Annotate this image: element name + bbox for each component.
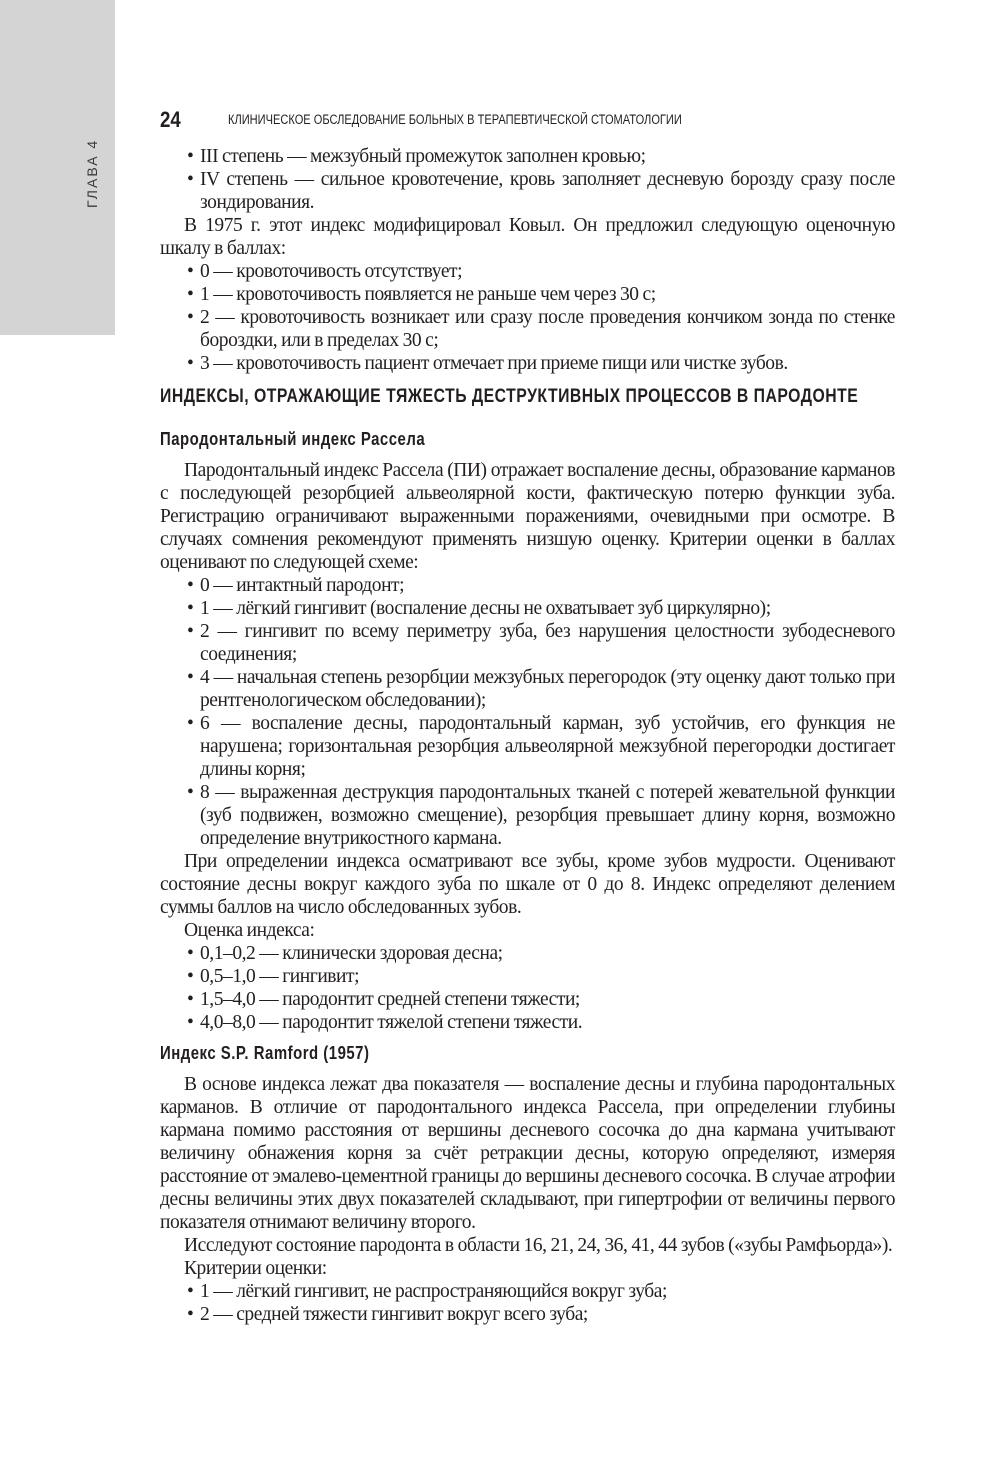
page-body (160, 145, 895, 1326)
list-item: • 1 — лёгкий гингивит, не распространяющийся вокруг зуба; (200, 1280, 895, 1303)
list-item: • IV степень — сильное кровотечение, кровь заполняет десневую борозду сразу после зондирования. (200, 168, 895, 214)
running-head (160, 107, 900, 133)
list-item: • 0 — кровоточивость отсутствует; (200, 260, 895, 283)
criteria-label: Критерии оценки: (184, 1258, 327, 1279)
ramford-heading: Индекс S.P. Ramford (1957) (160, 1043, 370, 1063)
kovyl-paragraph: В 1975 г. этот индекс модифицировал Ковыл. Он предложил следующую оценочную шкалу в баллах: (160, 215, 895, 259)
list-item: • 2 — средней тяжести гингивит вокруг всего зуба; (200, 1303, 895, 1326)
section-heading: ИНДЕКСЫ, ОТРАЖАЮЩИЕ ТЯЖЕСТЬ ДЕСТРУКТИВНЫХ ПРОЦЕССОВ В ПАРОДОНТЕ (160, 386, 859, 407)
list-item: • 2 — гингивит по всему периметру зуба, без нарушения целостности зубодесневого соединения; (200, 620, 895, 666)
list-item: • III степень — межзубный промежуток заполнен кровью; (200, 145, 895, 168)
list-item: • 2 — кровоточивость возникает или сразу после проведения кончиком зонда по стенке бороздки, или в пределах 30 с; (200, 306, 895, 352)
chapter-label: ГЛАВА 4 (84, 138, 100, 208)
list-item: • 0,1–0,2 — клинически здоровая десна; (200, 942, 895, 965)
list-item: • 4,0–8,0 — пародонтит тяжелой степени тяжести. (200, 1011, 895, 1034)
list-item: • 8 — выраженная деструкция пародонтальных тканей с потерей жевательной функции (зуб подвижен, возможно смещение), резорбция превышает длину корня, возможно определение внутрикостного кармана. (200, 781, 895, 850)
chapter-tab (0, 0, 115, 335)
list-item: • 1 — кровоточивость появляется не раньше чем через 30 с; (200, 283, 895, 306)
bleeding-degree-list (160, 145, 895, 214)
ramford-criteria-list (160, 1280, 895, 1326)
list-item: • 6 — воспаление десны, пародонтальный карман, зуб устойчив, его функция не нарушена; горизонтальная резорбция альвеолярной межзубной перегородки достигает длины корня; (200, 712, 895, 781)
ramford-paragraph-2: Исследуют состояние пародонта в области 16, 21, 24, 36, 41, 44 зубов («зубы Рамфьорда»). (184, 1235, 893, 1256)
russell-paragraph: Пародонтальный индекс Рассела (ПИ) отражает воспаление десны, образование карманов с последующей резорбцией альвеолярной кости, фактическую потерю функции зуба. Регистрацию ограничивают выраженными поражениями, очевидными при осмотре. В случаях сомнения рекомендуют применять низшую оценку. Критерии оценки в баллах оценивают по следующей схеме: (160, 460, 895, 573)
evaluation-list (160, 942, 895, 1034)
list-item: • 0,5–1,0 — гингивит; (200, 965, 895, 988)
russell-paragraph-2: При определении индекса осматривают все зубы, кроме зубов мудрости. Оценивают состояние десны вокруг каждого зуба по шкале от 0 до 8. Индекс определяют делением суммы баллов на число обследованных зубов. (160, 851, 895, 918)
kovyl-scale-list (160, 260, 895, 375)
evaluation-label: Оценка индекса: (184, 920, 315, 941)
running-title: КЛИНИЧЕСКОЕ ОБСЛЕДОВАНИЕ БОЛЬНЫХ В ТЕРАПЕВТИЧЕСКОЙ СТОМАТОЛОГИИ (228, 112, 682, 127)
list-item: • 1 — лёгкий гингивит (воспаление десны не охватывает зуб циркулярно); (200, 597, 895, 620)
page-number: 24 (160, 107, 181, 132)
russell-criteria-list (160, 574, 895, 850)
russell-heading: Пародонтальный индекс Рассела (160, 429, 426, 449)
list-item: • 1,5–4,0 — пародонтит средней степени тяжести; (200, 988, 895, 1011)
list-item: • 4 — начальная степень резорбции межзубных перегородок (эту оценку дают только при рентгенологическом обследовании); (200, 666, 895, 712)
list-item: • 3 — кровоточивость пациент отмечает при приеме пищи или чистке зубов. (200, 352, 895, 375)
list-item: • 0 — интактный пародонт; (200, 574, 895, 597)
ramford-paragraph: В основе индекса лежат два показателя — воспаление десны и глубина пародонтальных карманов. В отличие от пародонтального индекса Рассела, при определении глубины кармана помимо расстояния от вершины десневого сосочка до дна кармана учитывают величину обнажения корня за счёт ретракции десны, которую определяют, измеряя расстояние от эмалево-цементной границы до вершины десневого сосочка. В случае атрофии десны величины этих двух показателей складывают, при гипертрофии от величины первого показателя отнимают величину второго. (160, 1074, 895, 1233)
